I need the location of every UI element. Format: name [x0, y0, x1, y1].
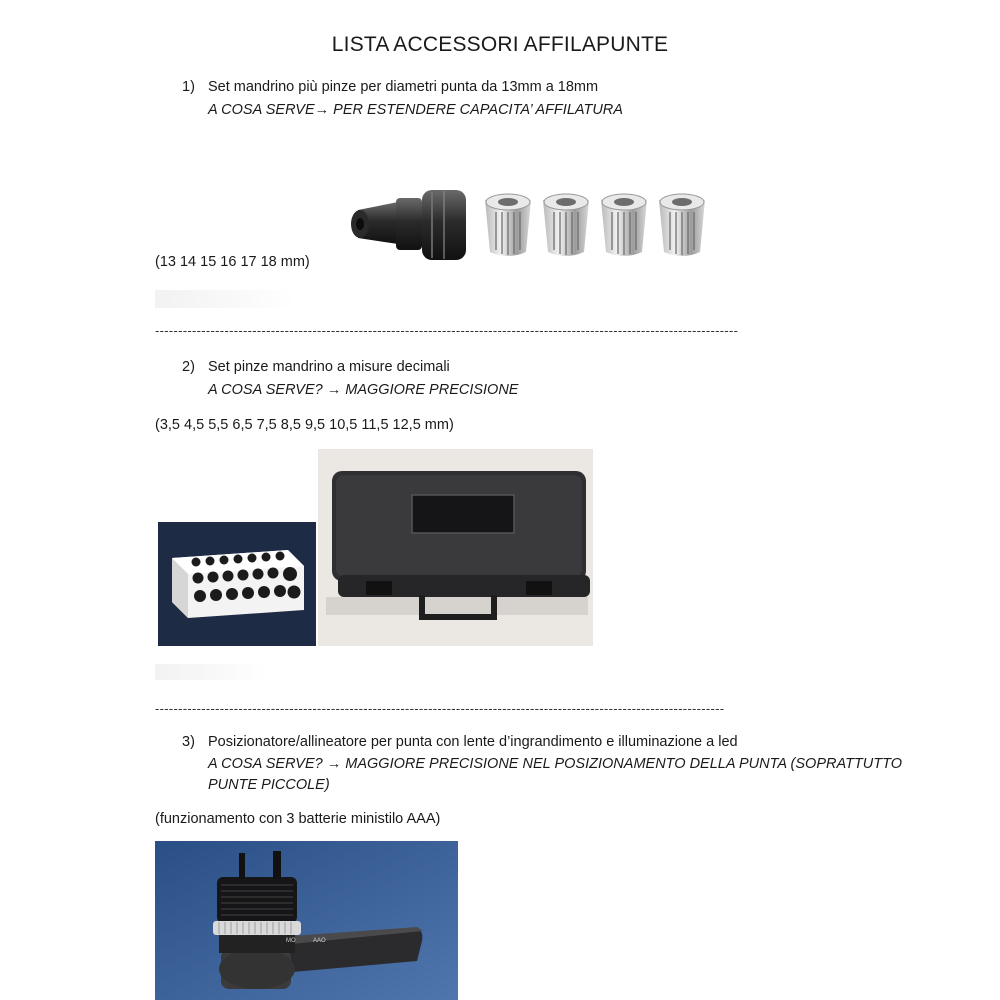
- item-3-battery-note: (funzionamento con 3 batterie ministilo AAA): [155, 811, 441, 827]
- collet-3: [601, 194, 647, 256]
- chuck-and-collets-image: [340, 180, 710, 270]
- item-2-heading: Set pinze mandrino a misure decimali: [208, 359, 450, 375]
- collet-1: [485, 194, 531, 256]
- item-3-number: 3): [182, 734, 195, 750]
- blurred-redaction-2: [155, 664, 265, 680]
- item-3-heading: Posizionatore/allineatore per punta con lente d’ingrandimento e illuminazione a led: [208, 734, 738, 750]
- item-2-sizes: (3,5 4,5 5,5 6,5 7,5 8,5 9,5 10,5 11,5 12,5 mm): [155, 417, 454, 433]
- item-1-heading: Set mandrino più pinze per diametri punta da 13mm a 18mm: [208, 79, 599, 95]
- item-1-purpose: A COSA SERVE→ PER ESTENDERE CAPACITA’ AFFILATURA: [208, 102, 623, 118]
- item-2-purpose: A COSA SERVE? → MAGGIORE PRECISIONE: [208, 382, 519, 398]
- item-1-number: 1): [182, 79, 195, 95]
- positioner-device-image: [155, 841, 458, 1000]
- page-title: LISTA ACCESSORI AFFILAPUNTE: [331, 33, 669, 56]
- chuck-body: [351, 190, 466, 260]
- device-label-mo: MO: [286, 938, 296, 944]
- carry-case-image: [318, 449, 593, 646]
- section-divider-1: ------------------------------------------------------------------------------------------------------------------------------: [155, 323, 739, 338]
- collet-4: [659, 194, 705, 256]
- item-3-heading-row: [182, 734, 738, 750]
- device-label-aao: AAO: [313, 938, 326, 944]
- item-3-purpose-line-1: A COSA SERVE? → MAGGIORE PRECISIONE NEL POSIZIONAMENTO DELLA PUNTA (SOPRATTUTTO: [208, 756, 902, 772]
- item-2-number: 2): [182, 359, 195, 375]
- blurred-redaction: [155, 290, 295, 308]
- item-3-purpose-line-2: PUNTE PICCOLE): [208, 777, 330, 793]
- item-1-heading-row: [182, 79, 598, 95]
- collet-2: [543, 194, 589, 256]
- section-divider-2: ---------------------------------------------------------------------------------------------------------------------------: [155, 701, 725, 716]
- item-2-heading-row: [182, 359, 450, 375]
- item-1-sizes: (13 14 15 16 17 18 mm): [155, 254, 310, 270]
- collet-holder-block-image: [158, 522, 316, 646]
